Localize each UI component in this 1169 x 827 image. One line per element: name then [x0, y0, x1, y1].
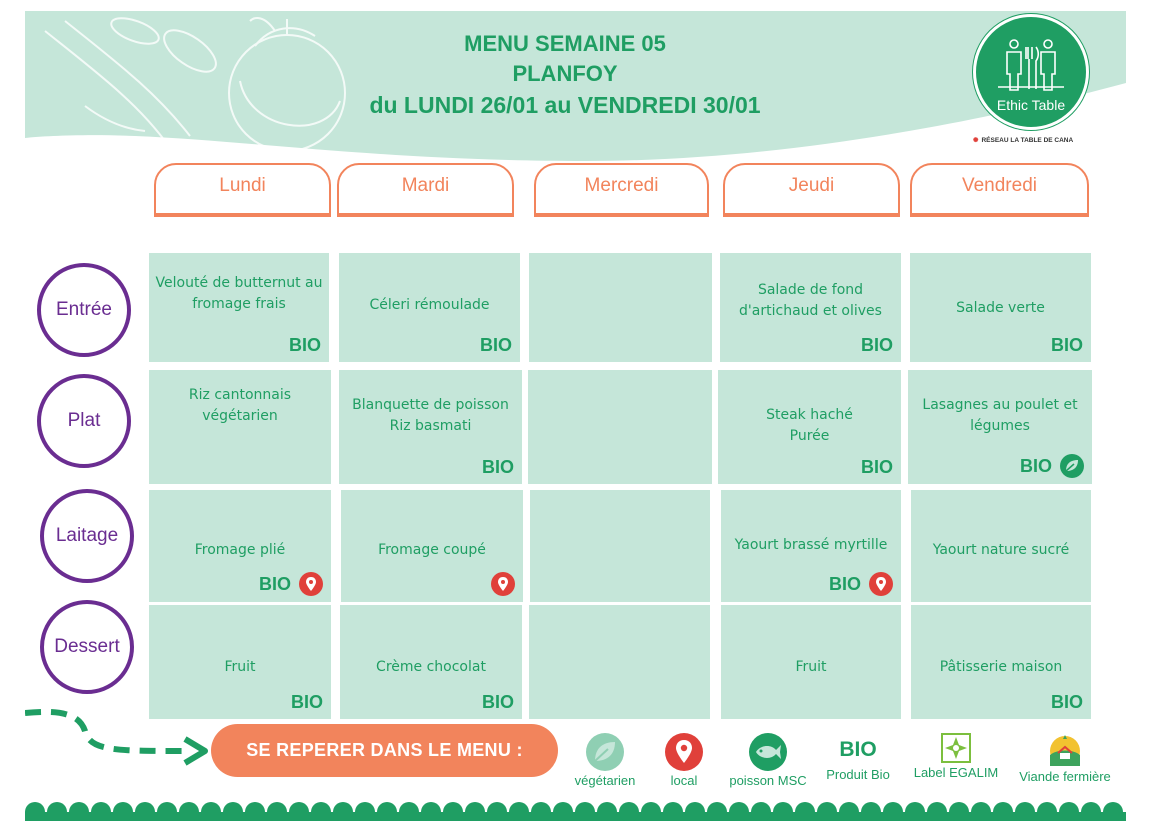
legend-vegetarien: [563, 733, 647, 788]
scallop-shape: [113, 802, 133, 821]
dish-name: Yaourt brassé myrtille: [734, 537, 888, 553]
scallop-shape: [817, 802, 837, 821]
legend-viande: [1012, 733, 1118, 784]
tab-mercredi: [534, 163, 709, 217]
tab-mardi: [337, 163, 514, 217]
dish-side: Riz basmati: [389, 418, 472, 434]
cell-dessert-mardi: [340, 605, 522, 719]
bio-badge: [482, 457, 514, 478]
dish-name: Pâtisserie maison: [939, 659, 1063, 675]
dish-name: Fromage coupé: [378, 542, 486, 558]
dish-name: Fruit: [224, 659, 256, 675]
tab-label: Jeudi: [788, 175, 835, 196]
bio-badge: [289, 335, 321, 356]
logo-text: Ethic Table: [996, 97, 1066, 113]
bio-label: BIO: [860, 457, 893, 477]
scallop-shape: [333, 802, 353, 821]
scallop-shape: [575, 802, 595, 821]
scallop-shape: [685, 802, 705, 821]
scallop-shape: [157, 802, 177, 821]
legend-label: poisson MSC: [729, 773, 807, 788]
tab-vendredi: [910, 163, 1089, 217]
bio-badge: [480, 335, 512, 356]
scallop-shape: [377, 802, 397, 821]
row-label-entree: Entrée: [37, 263, 131, 357]
bio-label: BIO: [288, 335, 321, 355]
cell-laitage-lundi: [149, 490, 331, 602]
bio-label: BIO: [481, 692, 514, 712]
dish-name: Crème chocolat: [376, 659, 486, 675]
bio-label: BIO: [258, 573, 291, 594]
cell-laitage-mercredi: [530, 490, 710, 602]
local-pin-icon: [665, 733, 703, 771]
scallop-shape: [993, 802, 1013, 821]
dish-name: Fruit: [795, 659, 827, 675]
bio-label: BIO: [481, 457, 514, 477]
scallop-shape: [201, 802, 221, 821]
scallop-shape: [25, 802, 45, 821]
cell-plat-mardi: [339, 370, 522, 484]
cell-plat-jeudi: [718, 370, 901, 484]
legend-label: végétarien: [574, 773, 636, 788]
row-label-dessert: Dessert: [40, 600, 134, 694]
scallop-shape: [69, 802, 89, 821]
local-pin-icon: [869, 572, 893, 596]
cell-dessert-jeudi: [721, 605, 901, 719]
scallop-shape: [311, 802, 331, 821]
scallop-shape: [399, 802, 419, 821]
cell-plat-lundi: [149, 370, 331, 484]
cell-laitage-mardi: [341, 490, 523, 602]
scallop-shape: [1037, 802, 1057, 821]
scallop-shape: [421, 802, 441, 821]
legend-banner: SE REPERER DANS LE MENU :: [211, 724, 558, 777]
cell-plat-mercredi: [528, 370, 712, 484]
scallop-shape: [729, 802, 749, 821]
bio-label: BIO: [860, 335, 893, 355]
scallop-shape: [1081, 802, 1101, 821]
farm-meat-icon: [1045, 733, 1085, 767]
dish-name: Steak haché: [766, 407, 853, 423]
scallop-shape: [663, 802, 683, 821]
scallop-shape: [883, 802, 903, 821]
dish-name: Fromage plié: [194, 542, 286, 558]
bio-badge: [829, 572, 893, 596]
scallop-shape: [47, 802, 67, 821]
cell-entree-mercredi: [529, 253, 712, 362]
scallop-shape: [509, 802, 529, 821]
scallop-shape: [971, 802, 991, 821]
sun-icon: ✺: [973, 137, 979, 144]
scallop-shape: [839, 802, 859, 821]
bio-badge: [861, 457, 893, 478]
bio-label: BIO: [1050, 692, 1083, 712]
tab-label: Vendredi: [961, 175, 1037, 196]
scallop-shape: [465, 802, 485, 821]
bio-label: BIO: [290, 692, 323, 712]
network-label: [973, 136, 1093, 144]
people-icon: [976, 17, 1086, 97]
local-pin-icon: [299, 572, 323, 596]
scallop-shape: [795, 802, 815, 821]
vegetarian-leaf-icon: [1060, 454, 1084, 478]
legend-label: Viande fermière: [1019, 769, 1111, 784]
scallop-shape: [245, 802, 265, 821]
legend-bio: [820, 733, 896, 782]
scallop-shape: [443, 802, 463, 821]
dish-name: Céleri rémoulade: [369, 297, 490, 313]
dish-side: Purée: [789, 428, 830, 444]
bio-badge: [1051, 692, 1083, 713]
legend-label: local: [670, 773, 698, 788]
tab-label: Mardi: [401, 175, 450, 196]
scallop-shape: [553, 802, 573, 821]
scallop-shape: [91, 802, 111, 821]
legend-label: Produit Bio: [826, 767, 890, 782]
legend-local: [653, 733, 715, 788]
bio-badge: [259, 572, 323, 596]
cell-plat-vendredi: [908, 370, 1092, 484]
dish-name: Yaourt nature sucré: [932, 542, 1070, 558]
scallop-shape: [773, 802, 793, 821]
scallop-shape: [597, 802, 617, 821]
scallop-shape: [487, 802, 507, 821]
dish-name: Salade verte: [956, 300, 1045, 316]
tab-label: Lundi: [219, 175, 266, 196]
menu-dates: du LUNDI 26/01 au VENDREDI 30/01: [369, 92, 761, 118]
ethic-table-logo: [973, 14, 1089, 130]
cell-dessert-mercredi: [529, 605, 710, 719]
bio-label: BIO: [479, 335, 512, 355]
scallop-shape: [135, 802, 155, 821]
bio-badge: [1051, 335, 1083, 356]
scallop-shape: [531, 802, 551, 821]
tab-label: Mercredi: [584, 175, 659, 196]
bio-badge: [291, 692, 323, 713]
cell-entree-mardi: [339, 253, 520, 362]
scallop-shape: [223, 802, 243, 821]
cell-laitage-vendredi: [911, 490, 1091, 602]
bio-label: BIO: [1019, 455, 1052, 476]
bio-badge: [482, 692, 514, 713]
row-label-laitage: Laitage: [40, 489, 134, 583]
bio-badge: [1020, 454, 1084, 478]
legend-bio-title: BIO: [839, 738, 877, 761]
scallop-shape: [641, 802, 661, 821]
cell-entree-lundi: [149, 253, 329, 362]
local-badge: [483, 572, 515, 596]
vegetarian-leaf-icon: [586, 733, 624, 771]
cell-entree-jeudi: [720, 253, 901, 362]
scallop-shape: [1059, 802, 1079, 821]
bio-badge: [861, 335, 893, 356]
scallop-shape: [355, 802, 375, 821]
bio-label: BIO: [828, 573, 861, 594]
egalim-icon: [941, 733, 971, 763]
cell-entree-vendredi: [910, 253, 1091, 362]
cell-dessert-vendredi: [911, 605, 1091, 719]
legend-poisson: [722, 733, 814, 788]
dish-name: Salade de fond d'artichaud et olives: [739, 282, 882, 319]
scallop-shape: [905, 802, 925, 821]
scallop-shape: [927, 802, 947, 821]
scallop-shape: [179, 802, 199, 821]
scallop-shape: [707, 802, 727, 821]
legend-egalim: [909, 733, 1003, 780]
dish-name: Lasagnes au poulet et légumes: [922, 397, 1078, 434]
scalloped-footer: [25, 796, 1126, 821]
scallop-shape: [619, 802, 639, 821]
cell-laitage-jeudi: [721, 490, 901, 602]
bio-label: BIO: [1050, 335, 1083, 355]
scallop-shape: [1015, 802, 1035, 821]
menu-location: PLANFOY: [512, 61, 618, 86]
network-text: RÉSEAU LA TABLE DE CANA: [981, 137, 1074, 144]
legend-label: Label EGALIM: [913, 765, 999, 780]
scallop-shape: [751, 802, 771, 821]
fish-icon: [749, 733, 787, 771]
dish-name: Velouté de butternut au fromage frais: [155, 275, 323, 312]
local-pin-icon: [491, 572, 515, 596]
row-label-plat: Plat: [37, 374, 131, 468]
dish-name: Blanquette de poisson: [352, 397, 509, 413]
tab-jeudi: [723, 163, 900, 217]
scallop-shape: [1103, 802, 1123, 821]
dish-name: Riz cantonnais végétarien: [188, 387, 292, 424]
scallop-shape: [861, 802, 881, 821]
scallop-shape: [267, 802, 287, 821]
scallop-shape: [289, 802, 309, 821]
scallop-shape: [949, 802, 969, 821]
menu-sheet: [25, 11, 1126, 821]
menu-title: MENU SEMAINE 05: [464, 31, 666, 56]
dashed-arrow-icon: [25, 701, 215, 771]
tab-lundi: [154, 163, 331, 217]
